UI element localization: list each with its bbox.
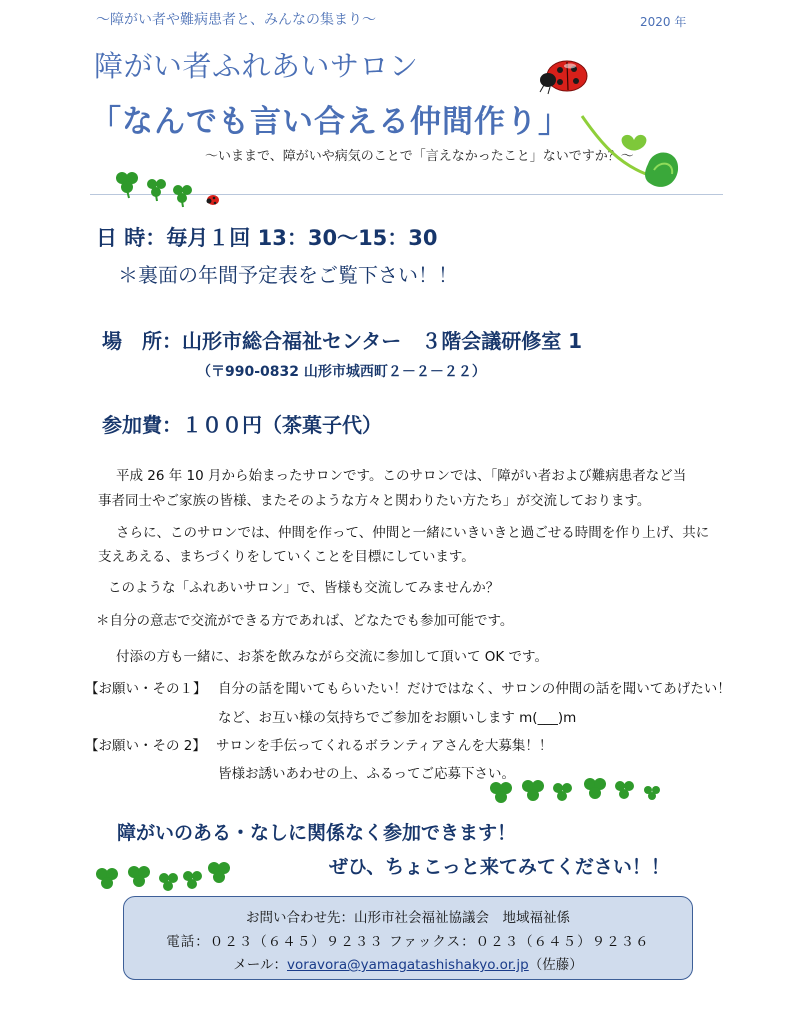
body-paragraph-3: このような「ふれあいサロン」で、皆様も交流してみませんか？ xyxy=(108,580,500,596)
event-datetime: 日 時：毎月１回 13：30～15：30 xyxy=(96,226,438,250)
schedule-note: ＊裏面の年間予定表をご覧下さい！！ xyxy=(118,263,458,287)
contact-phone-fax: 電話：０２３（６４５）９２３３ ファックス：０２３（６４５）９２３６ xyxy=(166,934,650,950)
event-place: 場 所：山形市総合福祉センター ３階会議研修室 1 xyxy=(102,329,583,353)
body-paragraph-1-line-2: 事者同士やご家族の皆様、またそのような方々と関わりたい方たち」が交流しております。 xyxy=(98,493,651,509)
ladybug-icon xyxy=(538,56,590,98)
contact-email-prefix: メール： xyxy=(233,957,287,973)
page-subtitle: 「なんでも言い合える仲間作り」 xyxy=(90,104,570,140)
clover-cluster-icon xyxy=(112,168,222,212)
body-paragraph-2-line-2: 支えあえる、まちづくりをしていくことを目標にしています。 xyxy=(98,549,475,565)
contact-email-line xyxy=(124,953,692,973)
event-fee: 参加費：１００円（茶菓子代） xyxy=(102,413,382,437)
closing-line-2: ぜひ、ちょこっと来てみてください！！ xyxy=(329,856,670,878)
body-paragraph-1-line-1: 平成 26 年 10 月から始まったサロンです。このサロンでは、「障がい者および難病患者など当 xyxy=(116,468,687,484)
event-address: （〒990-0832 山形市城西町２－２－２２） xyxy=(197,364,486,380)
clover-row-icon xyxy=(486,774,666,810)
request-1-label: 【お願い・その１】 xyxy=(85,681,207,697)
closing-line-1: 障がいのある・なしに関係なく参加できます！ xyxy=(117,822,517,844)
body-paragraph-2-line-1: さらに、このサロンでは、仲間を作って、仲間と一緒にいきいきと過ごせる時間を作り上げ、共に xyxy=(116,525,710,541)
page-title: 障がい者ふれあいサロン xyxy=(94,49,419,83)
year-label: 2020 年 xyxy=(640,15,687,29)
request-1-line-2: など、お互い様の気持ちでご参加をお願いします m(___)m xyxy=(218,710,577,726)
contact-box xyxy=(123,896,693,980)
request-2-label: 【お願い・その 2】 xyxy=(85,738,206,754)
body-paragraph-4: ＊自分の意志で交流ができる方であれば、どなたでも参加可能です。 xyxy=(96,613,514,629)
clover-vine-icon xyxy=(580,112,690,212)
request-2-line-2: 皆様お誘いあわせの上、ふるってご応募下さい。 xyxy=(218,766,515,782)
contact-organization: お問い合わせ先：山形市社会福祉協議会 地域福祉係 xyxy=(246,910,570,926)
request-1-line-1: 自分の話を聞いてもらいたい！だけではなく、サロンの仲間の話を聞いてあげたい！ xyxy=(218,681,731,697)
lead-text: ～いままで、障がいや病気のことで「言えなかったこと」ないですか？～ xyxy=(205,149,634,164)
clover-row-left-icon xyxy=(92,858,242,894)
contact-email-link[interactable]: voravora@yamagatashishakyo.or.jp xyxy=(286,957,529,973)
body-paragraph-5: 付添の方も一緒に、お茶を飲みながら交流に参加して頂いて OK です。 xyxy=(116,649,548,665)
request-2-line-1: サロンを手伝ってくれるボランティアさんを大募集！！ xyxy=(216,738,553,754)
tagline: ～障がい者や難病患者と、みんなの集まり～ xyxy=(96,12,376,28)
contact-email-suffix: （佐藤） xyxy=(528,957,583,973)
